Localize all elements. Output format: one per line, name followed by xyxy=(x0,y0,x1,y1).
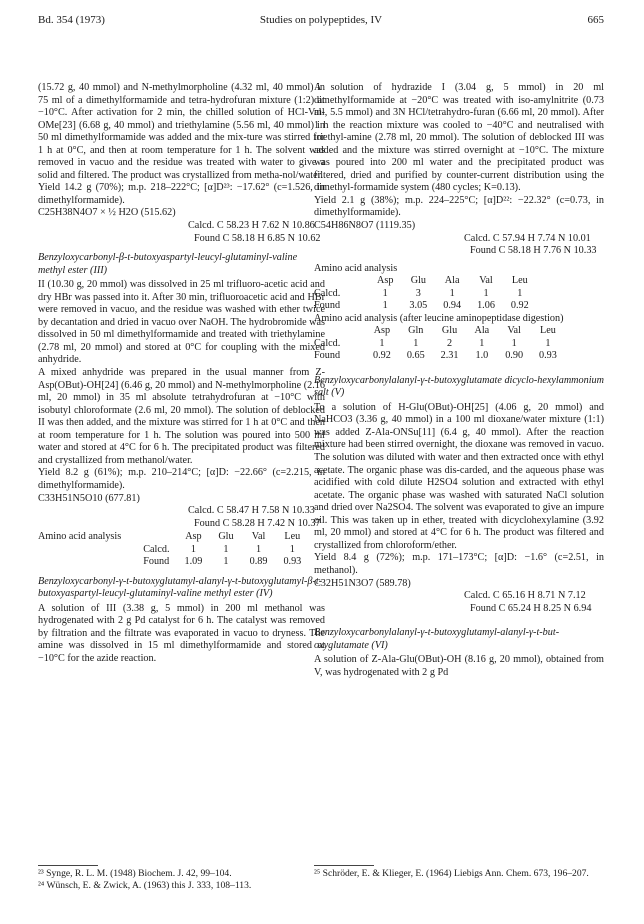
page-number: 665 xyxy=(587,14,604,26)
table-header: Glu xyxy=(410,275,426,287)
volume-info: Bd. 354 (1973) xyxy=(38,14,105,26)
paragraph: A solution of hydrazide I (3.04 g, 5 mmol) in 20 ml dimethylformamide at −20°C was treated with iso-amylnitrite (0.73 ml, 5.5 mmol) and 3N HCl/tetrahydro-furan (6.66 ml, 20 mmol). After 1 h the reaction mixture was cooled to −40°C and neutralised with triethyl-amine (2.78 ml, 20 mmol). The solution of deblocked III was added and the mixture was stirred overnight at −10°C. The mixture was poured into 200 ml water and the precipitated product was filtered, dried and purified by counter-current distribution using the dimethyl-formamide system (480 cycles; K=0.13). xyxy=(314,82,604,194)
paragraph: A mixed anhydride was prepared in the usual manner from Z-Asp(OBut)-OH[24] (6.46 g, 20 mmol) and N-methylmorpholine (2.16 ml, 20 mmol) in 35 ml absolute tetrahydrofuran at −10°C with isobutyl chloroformate (2.6 ml, 20 mmol). The solution of deblocked II was then added, and the mixture was stirred for 1 h at 0°C and then at room temperature for 1 h. The solution was poured into 500 ml water and stored at 4°C for 6 h. The precipitated product was filtered and crystallized from methanol/water. xyxy=(38,367,325,466)
table-cell: Found xyxy=(314,300,341,312)
formula-line: C32H51N3O7 (589.78) xyxy=(314,577,411,589)
table-cell: Calcd. xyxy=(314,337,341,349)
table-cell: 2 xyxy=(447,337,453,349)
table-row xyxy=(314,325,565,338)
table-cell xyxy=(143,531,176,544)
paragraph: (15.72 g, 40 mmol) and N-methylmorpholine (4.32 ml, 40 mmol) in 75 ml of a dimethylformamide and tetra-hydrofuran mixture (1:2) at −10°C. After activation for 2 min, the chilled solution of HCl-Val-OMe[23] (6.68 g, 40 mmol) and triethylamine (5.56 ml, 40 mmol) in 50 ml dimethylformamide was added and the mix-ture was stirred for 1 h at 0°C, and then at room temperature for 1 h. The solvent was removed in vacuo and the residue was treated with water to give a solid and filtered. The product was crystallized from metha-nol/water. xyxy=(38,82,325,181)
calcd-line: Calcd. C 58.23 H 7.62 N 10.86 xyxy=(188,220,315,232)
running-title: Studies on polypeptides, IV xyxy=(259,14,383,26)
yield-line: Yield 2.1 g (38%); m.p. 224–225°C; [α]D²²: −22.32° (c=0.73, in dimethylformamide). xyxy=(314,194,604,219)
footnote: ²⁴ Wünsch, E. & Zwick, A. (1963) this J. 333, 108–113. xyxy=(38,880,252,891)
calcd-line: Calcd. C 57.94 H 7.74 N 10.01 xyxy=(464,232,591,244)
amino-acid-table xyxy=(314,325,565,363)
table-label: Amino acid analysis xyxy=(38,531,122,543)
table-header: Leu xyxy=(511,275,528,287)
table-cell: 1 xyxy=(382,300,388,312)
table-cell: 1 xyxy=(511,337,517,349)
table-header: Ala xyxy=(474,325,490,337)
right-column xyxy=(314,82,604,679)
paragraph: A solution of Z-Ala-Glu(OBut)-OH (8.16 g, 20 mmol), obtained from V, was hydrogenated with 2 g Pd xyxy=(314,654,604,678)
table-header: Val xyxy=(507,325,521,337)
table-cell: 1 xyxy=(289,543,295,555)
table-row xyxy=(314,275,537,288)
yield-line: Yield 14.2 g (70%); m.p. 218–222°C; [α]D²³: −17.62° (c=1.526, in dimethylformamide). xyxy=(38,182,325,206)
table-header: Glu xyxy=(441,325,458,337)
table-header: Glu xyxy=(218,531,234,543)
table-row xyxy=(314,338,565,351)
yield-line: Yield 8.4 g (72%); m.p. 171–173°C; [α]D: −1.6° (c=2.51, in methanol). xyxy=(314,552,604,576)
table-cell: Calcd. xyxy=(143,543,170,555)
section-heading: Benzyloxycarbonylalanyl-γ-t-butoxyglutamate dicyclo-hexylammonium salt (V) xyxy=(314,374,605,399)
paragraph: To a solution of H-Glu(OBut)-OH[25] (4.06 g, 20 mmol) and NaHCO3 (3.36 g, 40 mmol) in a 100 ml dioxane/water mixture (1:1) was added Z-Ala-ONSu[11] (6.4 g, 40 mmol). After the reaction mixture had been stirred overnight, the dioxane was removed in vacuo. The solution was diluted with water and then extracted once with ethyl acetate. The organic phase was dis-carded, and the aqueous phase was acidified with cold dilute H2SO4 solution and extracted with ethyl acetate. The organic phase was washed with saturated NaCl solution and dried over Na2SO4. The solvent was evaporated to give an impure oil. This was taken up in ether, treated with dicyclohexylamine (3.92 ml, 20 mmol) and stored at 4°C for 6 h. The product was filtered and crystallized from chloroform/ether. xyxy=(314,401,604,551)
table-cell: 1.0 xyxy=(475,350,489,362)
table-cell: Calcd. xyxy=(314,287,341,299)
table-cell: 1 xyxy=(479,337,485,349)
table-label: Amino acid analysis xyxy=(314,262,398,274)
table-cell: 1 xyxy=(190,543,196,555)
table-cell: 2.31 xyxy=(440,350,459,362)
footnote: ²³ Synge, R. L. M. (1948) Biochem. J. 42, 99–104. xyxy=(38,868,232,879)
table-row xyxy=(314,350,565,363)
table-header: Ala xyxy=(444,275,460,287)
table-row xyxy=(314,300,537,313)
table-label: Amino acid analysis (after leucine aminopeptidase digestion) xyxy=(314,312,564,324)
formula-line: C25H38N4O7 × ½ H2O (515.62) xyxy=(38,207,176,219)
table-cell xyxy=(314,275,369,288)
section-heading: Benzyloxycarbonyl-β-t-butoxyaspartyl-leucyl-glutaminyl-valine methyl ester (III) xyxy=(38,252,298,276)
found-line: Found C 65.24 H 8.25 N 6.94 xyxy=(470,602,592,614)
formula-line: C33H51N5O10 (677.81) xyxy=(38,492,140,504)
table-cell: 1 xyxy=(223,556,229,568)
table-cell: 1 xyxy=(382,287,388,299)
table-header: Leu xyxy=(284,531,301,543)
found-line: Found C 58.28 H 7.42 N 10.37 xyxy=(194,517,321,529)
formula-line: C54H86N8O7 (1119.35) xyxy=(314,220,416,232)
table-row xyxy=(38,531,309,544)
table-cell: 0.90 xyxy=(505,350,524,362)
table-header: Val xyxy=(251,531,266,543)
table-row xyxy=(314,288,537,301)
found-line: Found C 58.18 H 7.76 N 10.33 xyxy=(470,245,597,257)
left-column xyxy=(38,82,325,665)
table-cell: 1.09 xyxy=(184,556,203,568)
table-header: Asp xyxy=(377,275,394,287)
table-cell: Found xyxy=(143,556,170,568)
table-cell: 1 xyxy=(545,337,551,349)
running-header xyxy=(38,14,604,30)
paragraph: II (10.30 g, 20 mmol) was dissolved in 25 ml trifluoro-acetic acid and dry HBr was passed into it. After 30 min, trifluoroacetic acid and HBr were removed in vacuo, and the residue was washed with ether twice by decantation and dried in vacuo over NaOH. The hydrobromide was dissolved in 50 ml dimethylformamide and treated with triethylamine (2.78 ml, 20 mmol) and stored at 0°C for coupling with the mixed anhydride. xyxy=(38,279,325,366)
footnote-divider xyxy=(314,865,374,866)
table-cell: 0.93 xyxy=(539,350,557,362)
table-cell: 1 xyxy=(223,543,229,555)
table-cell: Found xyxy=(314,350,341,362)
table-cell: 0.92 xyxy=(510,300,529,312)
table-cell: 0.89 xyxy=(249,556,268,568)
table-cell: 0.94 xyxy=(443,300,462,312)
yield-line: Yield 8.2 g (61%); m.p. 210–214°C; [α]D: −22.66° (c=2.215, in dimethylformamide). xyxy=(38,467,325,491)
table-cell xyxy=(314,325,365,338)
calcd-line: Calcd. C 65.16 H 8.71 N 7.12 xyxy=(464,590,586,602)
table-header: Gln xyxy=(408,325,424,337)
table-cell: 0.93 xyxy=(283,556,302,568)
found-line: Found C 58.18 H 6.85 N 10.62 xyxy=(194,232,321,244)
table-header: Leu xyxy=(540,325,556,337)
table-cell: 1.06 xyxy=(477,300,495,312)
amino-acid-table xyxy=(314,275,537,313)
footnote: ²⁵ Schröder, E. & Klieger, E. (1964) Liebigs Ann. Chem. 673, 196–207. xyxy=(314,868,589,879)
table-cell: 0.65 xyxy=(406,350,425,362)
table-cell: 3 xyxy=(415,287,421,299)
table-cell: 1 xyxy=(413,337,419,349)
table-cell: 3.05 xyxy=(409,300,428,312)
paragraph: A solution of III (3.38 g, 5 mmol) in 200 ml methanol was hydrogenated with 2 g Pd catalyst for 6 h. The catalyst was removed by filtration and the filtrate was evaporated in vacuo to dryness. The amine was dissolved in 15 ml dimethylformamide and stored at −10°C for the azide reaction. xyxy=(38,602,325,664)
table-cell: 0.92 xyxy=(373,350,391,362)
table-cell: 1 xyxy=(483,287,489,299)
table-cell: 1 xyxy=(255,543,262,555)
table-header: Val xyxy=(479,275,493,287)
section-heading: Benzyloxycarbonyl-γ-t-butoxyglutamyl-alanyl-γ-t-butoxyglutamyl-β-t-butoxyaspartyl-leucyl-glutaminyl-valine methyl ester (IV) xyxy=(38,575,323,600)
section-heading: Benzyloxycarbonylalanyl-γ-t-butoxyglutamyl-alanyl-γ-t-but-oxyglutamate (VI) xyxy=(314,627,560,651)
table-cell: 1 xyxy=(379,337,385,349)
table-cell: 1 xyxy=(449,287,455,299)
amino-acid-table xyxy=(38,531,309,569)
table-cell: 1 xyxy=(517,287,523,299)
table-header: Asp xyxy=(373,325,391,337)
footnote-divider xyxy=(38,865,98,866)
table-header: Asp xyxy=(185,531,202,543)
calcd-line: Calcd. C 58.47 H 7.58 N 10.33 xyxy=(188,505,315,517)
